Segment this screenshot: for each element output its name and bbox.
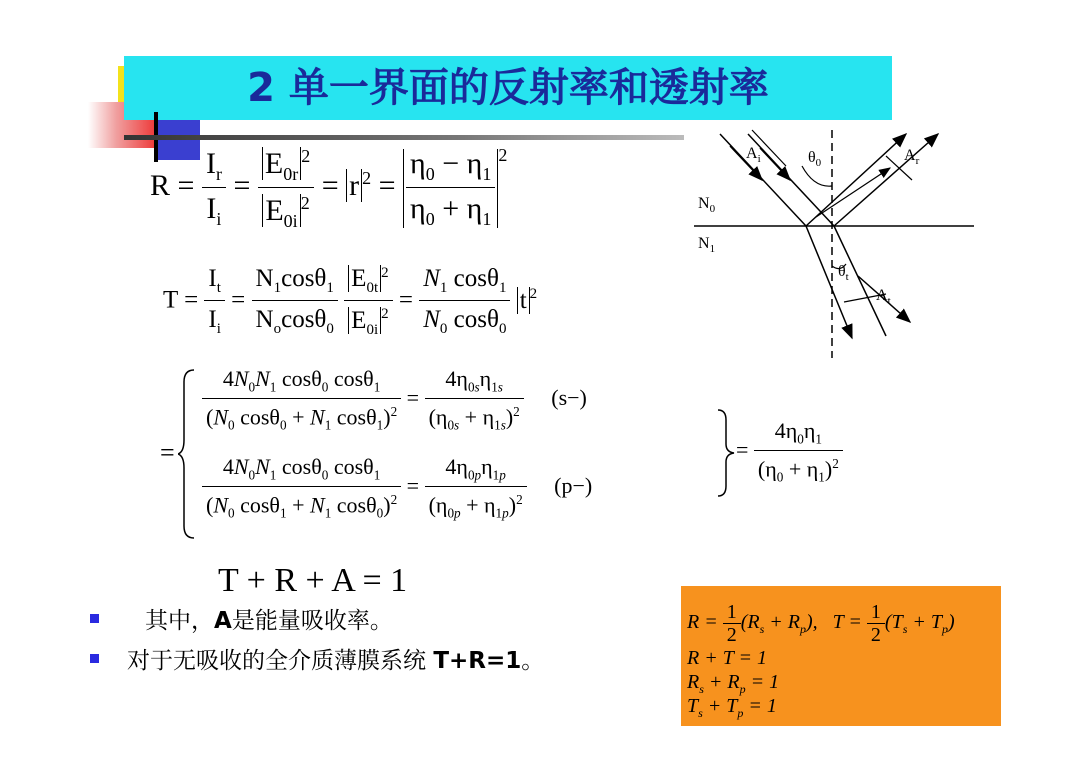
- title-underline: [124, 135, 684, 140]
- list-item: 对于无吸收的全介质薄膜系统 T+R=1。: [90, 638, 544, 678]
- bullet-icon: [90, 654, 99, 663]
- bullet-list: [90, 598, 544, 678]
- reflectance-equation: R = $\frac{I_r}{I_i}$ = $\frac{E_{0r}^2}{E_{0i}^2}$ = r $^2$ = $\frac{\eta_0 - \eta_1}{\eta_0 + \eta_1}$ $^2$: [150, 145, 508, 231]
- label-n0: $N_0$: [698, 195, 716, 215]
- right-brace: [716, 408, 736, 498]
- summary-box: [681, 586, 1001, 726]
- energy-conservation-equation: T + R + A = 1: [218, 562, 408, 599]
- summary-line-3: $R_s + R_p = 1$: [687, 671, 780, 696]
- summary-line-2: R + T = 1: [687, 647, 767, 669]
- label-theta0: $\theta_0$: [808, 149, 822, 169]
- transmittance-equation: T = $\frac{I_t}{I_i}$ = $\frac{N_1\cos\theta_1}{N_o\cos\theta_0}$ $\frac{E_{0t}^2}{E_{0i}^2}$ = $\frac{N_1 \cos\theta_1}{N_0 \cos\theta_0}$ t $^2$: [163, 265, 538, 338]
- label-thetat: $\theta_t$: [838, 263, 849, 283]
- label-ai: $A_i$: [746, 145, 761, 165]
- s-polarization-label: (s−): [551, 384, 587, 410]
- list-item: 其中，A是能量吸收率。: [90, 598, 544, 638]
- p-polarization-label: (p−): [554, 472, 593, 498]
- summary-line-4: $T_s + T_p = 1$: [687, 695, 777, 720]
- summary-line-1: R = $\frac{1}{2}$ $(R_s + R_p)$, T = $\frac{1}{2}$ $(T_s + T_p)$: [687, 601, 955, 646]
- refraction-diagram: [690, 126, 980, 362]
- page-title: 2 单一界面的反射率和透射率: [247, 65, 769, 111]
- bullet-icon: [90, 614, 99, 623]
- label-at: $A_t$: [876, 287, 891, 307]
- label-n1: $N_1$: [698, 235, 716, 255]
- label-ar: $A_r$: [904, 147, 920, 167]
- left-brace: [178, 368, 198, 540]
